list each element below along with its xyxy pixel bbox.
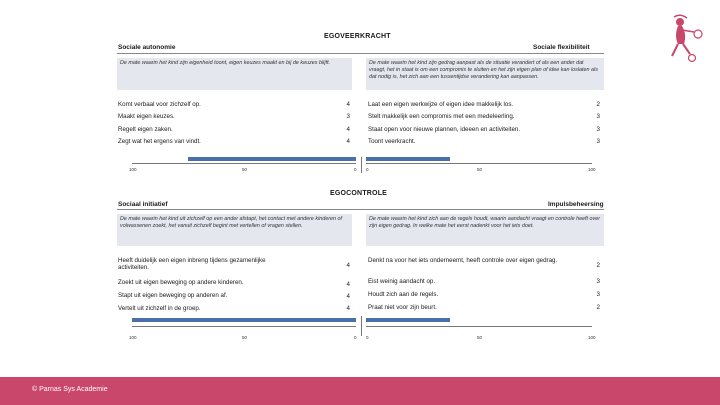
tick-label: 100 — [129, 335, 137, 340]
item-score: 4 — [346, 305, 350, 312]
tick-label: 0 — [354, 167, 357, 172]
list-item: Regelt eigen zaken. — [118, 126, 173, 133]
list-item: Maakt eigen keuzes. — [118, 113, 175, 120]
sociale-flexibiliteit-heading: Sociale flexibiliteit — [533, 44, 590, 51]
egocontrole-title: EGOCONTROLE — [330, 190, 388, 197]
tick-label: 100 — [129, 167, 137, 172]
item-score: 4 — [346, 101, 350, 108]
scale-divider — [361, 316, 362, 336]
list-item: Stelt makkelijk een compromis met een medeleerling. — [368, 113, 515, 120]
scale-axis — [366, 163, 592, 164]
list-item: Zegt wat het ergens van vindt. — [118, 138, 201, 145]
impulsbeheersing-bar — [366, 318, 450, 322]
item-score: 3 — [596, 126, 600, 133]
list-item: Houdt zich aan de regels. — [368, 291, 439, 298]
item-score: 4 — [346, 126, 350, 133]
footer-copyright: © Parnas Sys Academie — [32, 386, 108, 393]
scale-axis — [132, 326, 356, 327]
item-score: 4 — [346, 138, 350, 145]
list-item: Staat open voor nieuwe plannen, ideeen en activiteiten. — [368, 126, 521, 133]
sociale-autonomie-heading: Sociale autonomie — [118, 44, 176, 51]
list-item: Toont veerkracht. — [368, 138, 416, 145]
list-item: Heeft duidelijk een eigen inbreng tijdens gezamenlijke activiteiten. — [118, 257, 266, 271]
sociaal-initiatief-bar — [132, 318, 356, 322]
scale-axis — [132, 163, 356, 164]
impulsbeheersing-heading: Impulsbeheersing — [548, 201, 604, 208]
list-item: Laat een eigen werkwijze of eigen idee makkelijk los. — [368, 101, 514, 108]
impulsbeheersing-description: De mate waarin het kind zich aan de regels houdt, waarin aandacht vraagt en controle heeft over zijn eigen gedrag. In welke mate het eerst nadenkt voor het iets doet. — [366, 214, 604, 246]
item-score: 2 — [596, 304, 600, 311]
item-score: 4 — [346, 281, 350, 288]
tick-label: 50 — [242, 167, 248, 172]
item-score: 3 — [596, 291, 600, 298]
tick-label: 0 — [366, 335, 369, 340]
list-item: Zoekt uit eigen beweging op andere kinderen. — [118, 279, 244, 286]
tick-label: 50 — [477, 335, 483, 340]
scale-axis — [366, 326, 592, 327]
tick-label: 0 — [354, 335, 357, 340]
item-score: 3 — [596, 113, 600, 120]
scale-divider — [361, 157, 362, 173]
item-score: 3 — [596, 138, 600, 145]
sociale-flexibiliteit-description: De mate waarin het kind zijn gedrag aanpast als de situatie verandert of als een ander dat vraagt, het in staat is om een compromis te sluiten en het zijn eigen plan of idee kan loslaten als dat nodig is, het zich aan een tussentijdse verandering kan aanpassen. — [366, 58, 604, 90]
list-item: Vertelt uit zichzelf in de groep. — [118, 305, 201, 312]
sociale-autonomie-description: De mate waarin het kind zijn eigenheid toont, eigen keuzes maakt en bij de keuzes blijft. — [117, 58, 352, 90]
list-item: Denkt na voor het iets onderneemt, heeft controle over eigen gedrag. — [368, 257, 558, 264]
list-item: Komt verbaal voor zichzelf op. — [118, 101, 201, 108]
sociaal-initiatief-heading: Sociaal initiatief — [118, 201, 168, 208]
tick-label: 50 — [242, 335, 248, 340]
item-score: 3 — [596, 278, 600, 285]
list-item: Eist weinig aandacht op. — [368, 278, 436, 285]
list-item: Stapt uit eigen beweging op anderen af. — [118, 292, 228, 299]
item-score: 4 — [346, 293, 350, 300]
figure-balloon-logo-icon — [660, 14, 708, 66]
tick-label: 100 — [588, 335, 596, 340]
footer-bar — [0, 377, 720, 405]
tick-label: 0 — [366, 167, 369, 172]
sociale-autonomie-bar — [188, 157, 356, 161]
item-score: 2 — [596, 101, 600, 108]
tick-label: 100 — [588, 167, 596, 172]
item-score: 2 — [596, 262, 600, 269]
egoveerkracht-title: EGOVEERKRACHT — [324, 33, 391, 40]
item-score: 4 — [346, 262, 350, 269]
list-item: Praat niet voor zijn beurt. — [368, 304, 437, 311]
sociaal-initiatief-description: De mate waarin het kind uit zichzelf op een ander afstapt, het contact met andere kinderen of volwassenen zoekt, het vanuit zichzelf begint met vertellen of vragen stellen. — [117, 214, 352, 246]
sociale-flexibiliteit-bar — [366, 157, 450, 161]
item-score: 3 — [346, 113, 350, 120]
section-top-rule — [117, 209, 604, 210]
tick-label: 50 — [477, 167, 483, 172]
section-top-rule — [117, 53, 604, 54]
